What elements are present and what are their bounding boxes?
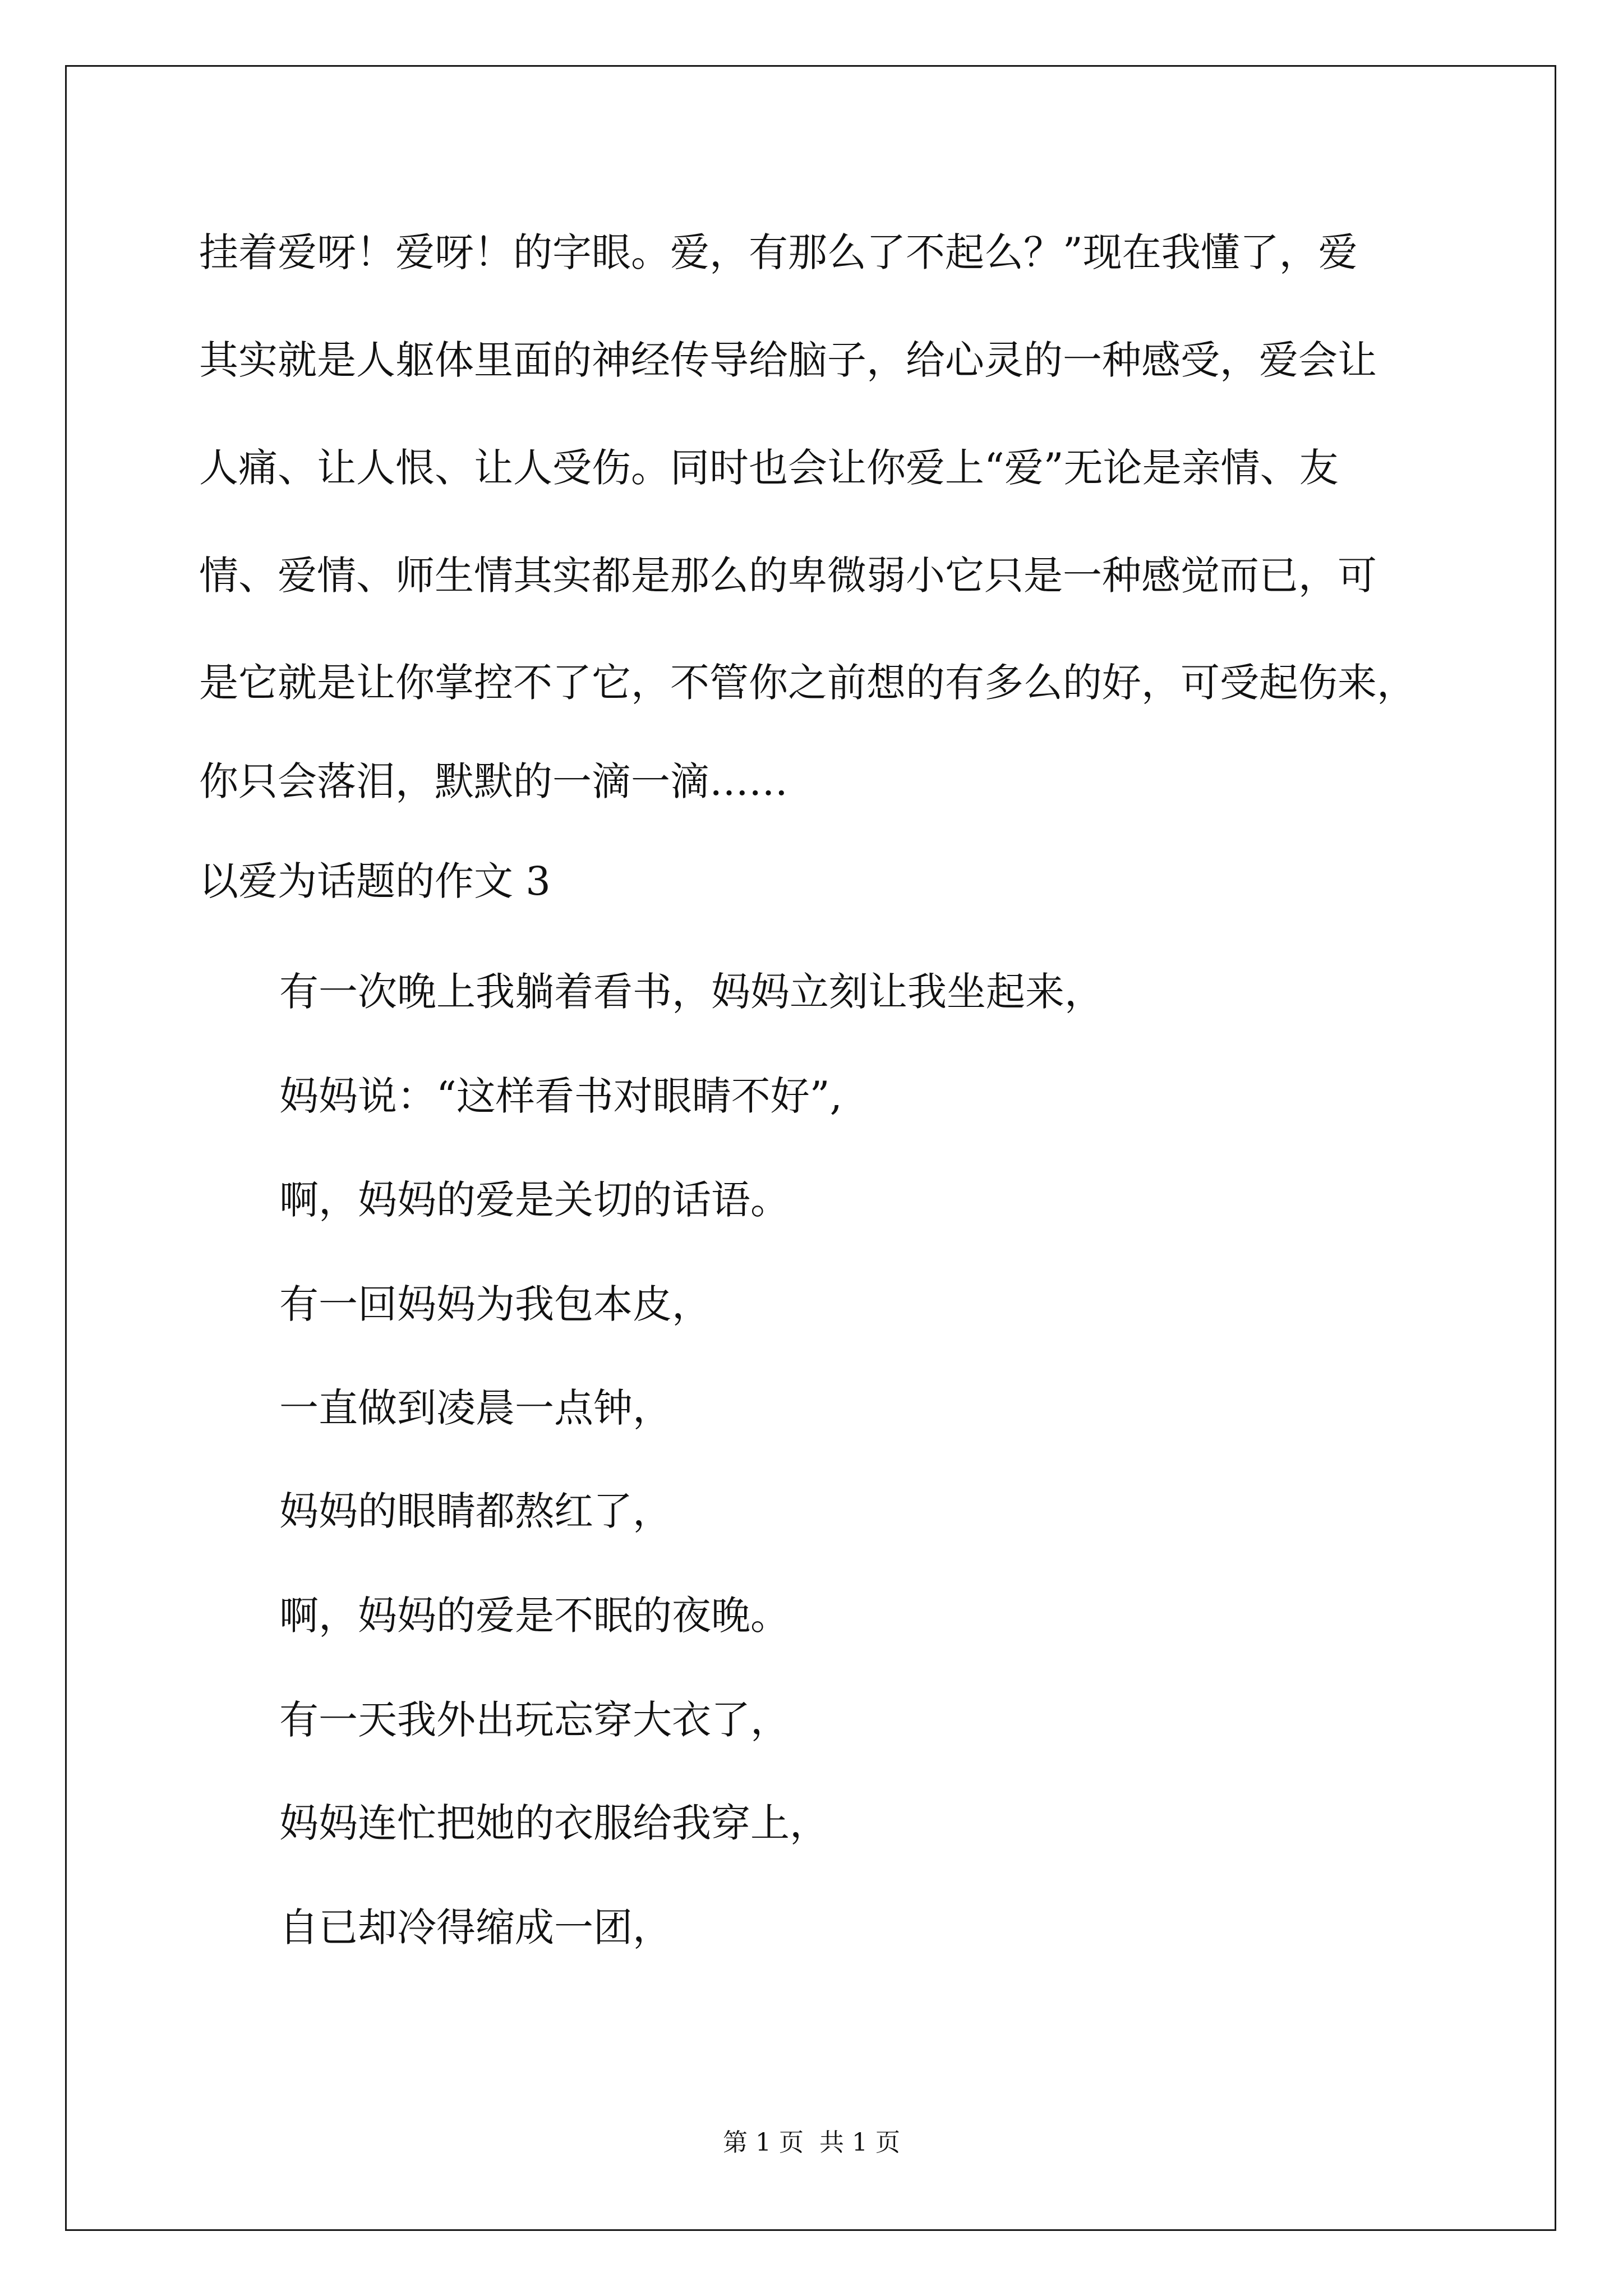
poem-line: 一直做到凌晨一点钟， — [279, 1385, 672, 1431]
paragraph-line: 情、爱情、师生情其实都是那么的卑微弱小它只是一种感觉而已，可 — [199, 553, 1377, 599]
poem-line: 妈妈的眼睛都熬红了， — [279, 1488, 672, 1534]
poem-line: 有一次晚上我躺着看书，妈妈立刻让我坐起来， — [279, 969, 1104, 1015]
poem-line: 妈妈连忙把她的衣服给我穿上， — [279, 1800, 829, 1846]
poem-line: 有一回妈妈为我包本皮， — [279, 1281, 711, 1327]
page-number-current: 第 1 页 — [723, 2128, 804, 2157]
poem-line: 啊，妈妈的爱是不眠的夜晚。 — [279, 1593, 790, 1639]
poem-line: 自已却冷得缩成一团， — [279, 1904, 672, 1950]
paragraph-line: 是它就是让你掌控不了它，不管你之前想的有多么的好，可受起伤来， — [199, 660, 1416, 706]
paragraph-line: 其实就是人躯体里面的神经传导给脑子，给心灵的一种感受，爱会让 — [199, 337, 1377, 383]
poem-line: 啊，妈妈的爱是关切的话语。 — [279, 1177, 790, 1223]
paragraph-line: 你只会落泪，默默的一滴一滴…… — [199, 758, 788, 804]
poem-line: 妈妈说：“这样看书对眼睛不好”, — [279, 1073, 842, 1119]
paragraph-line: 挂着爱呀！爱呀！的字眼。爱，有那么了不起么？”现在我懂了，爱 — [199, 229, 1358, 275]
section-title: 以爱为话题的作文 3 — [199, 858, 551, 904]
page-footer — [0, 2126, 1623, 2160]
paragraph-line: 人痛、让人恨、让人受伤。同时也会让你爱上“爱”无论是亲情、友 — [199, 445, 1339, 491]
page-number-total: 共 1 页 — [819, 2128, 900, 2157]
poem-line: 有一天我外出玩忘穿大衣了， — [279, 1697, 790, 1743]
